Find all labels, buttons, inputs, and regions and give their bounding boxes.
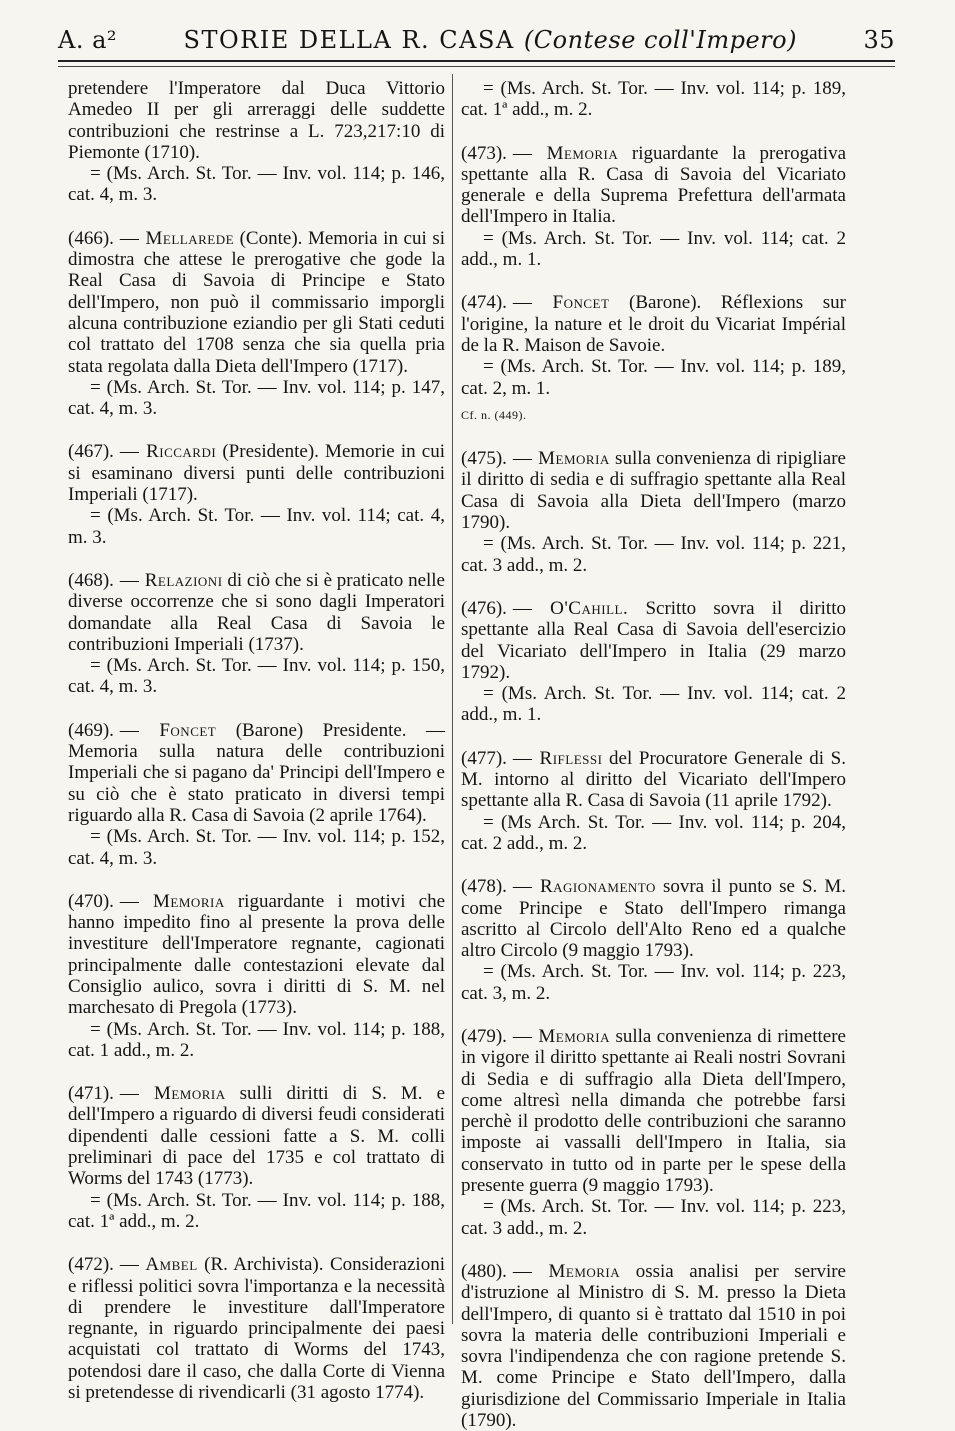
entry-text: (Conte). Memoria in cui si dimostra che attese le prerogative che gode la Real Casa di Savoia di Principe e Stato dell'Impero, non può il commissario imporgli alcuna contribuzione eziandio per gli Stati ceduti col trattato del 1708 senza che sia quella pria stata regolata dalla Dieta dell'Impero (1717). — [68, 227, 445, 377]
entry-text: sulla convenienza di ripigliare il diritto di sedia e di suffragio spettante alla Real Casa di Savoia alla Dieta dell'Impero (marzo 1790). — [461, 448, 846, 534]
catalog-entry — [461, 143, 846, 271]
entry-text: sulla convenienza di rimettere in vigore il diritto spettante ai Reali nostri Sovrani di Sedia e di suffragio alla Dieta dell'Impero, come altresì nella dimanda che potrebbe farsi perchè il prodotto delle contribuzioni che saranno imposte ai vassalli dell'Impero in Italia, sia conservato in tutto od in parte per le spese della presente guerra (9 maggio 1793). — [461, 1025, 846, 1197]
entry-number: (470). — [68, 890, 114, 912]
entry-author: — Memoria — [512, 448, 610, 470]
header-signature: A. a² — [58, 26, 118, 54]
entry-author: — Relazioni — [119, 569, 223, 591]
archive-reference: = (Ms. Arch. St. Tor. — Inv. vol. 114; p. 223, cat. 3 add., m. 2. — [461, 1196, 846, 1239]
entry-text: di ciò che si è praticato nelle diverse occorrenze che si sono dagli Imperatori domandate alla Real Casa di Savoia le contribuzioni Imperiali (1737). — [68, 569, 445, 655]
entry-number: (466). — [68, 227, 114, 249]
entry-author: — Memoria — [512, 1260, 621, 1282]
archive-reference: = (Ms Arch. St. Tor. — Inv. vol. 114; p. 204, cat. 2 add., m. 2. — [461, 811, 846, 854]
archive-reference: = (Ms. Arch. St. Tor. — Inv. vol. 114; p. 188, cat. 1 add., m. 2. — [68, 1018, 445, 1061]
continuation-entry — [68, 78, 445, 206]
entry-text: (Barone) Presidente. — Memoria sulla natura delle contribuzioni Imperiali che si pagano da' Principi dell'Impero e su ciò che è stato praticato in diversi tempi riguardo alla R. Casa di Savoia (2 aprile 1764). — [68, 719, 445, 826]
archive-reference: = (Ms. Arch. St. Tor. — Inv. vol. 114; p. 150, cat. 4, m. 3. — [68, 655, 445, 698]
header-subtitle: (Contese coll'Impero) — [523, 26, 797, 54]
archive-reference: = (Ms. Arch. St. Tor. — Inv. vol. 114; p. 152, cat. 4, m. 3. — [68, 826, 445, 869]
left-column — [68, 78, 446, 1404]
entry-number: (478). — [461, 876, 507, 898]
entry-number: (480). — [461, 1260, 507, 1282]
entry-author: — Mellarede — [119, 227, 235, 249]
page-number: 35 — [863, 26, 895, 54]
entry-text: pretendere l'Imperatore dal Duca Vittorio Amedeo II per gli arreraggi delle suddette contribuzioni che restrinse a L. 723,217:10 di Piemonte (1710). — [68, 78, 445, 163]
catalog-entry — [461, 448, 846, 576]
entry-author: — Riflessi — [512, 747, 603, 769]
column-divider — [452, 74, 453, 1324]
right-entry-list — [461, 143, 846, 1431]
entry-number: (467). — [68, 441, 114, 463]
entry-number: (476). — [461, 597, 507, 619]
entry-author: — Ragionamento — [512, 876, 656, 898]
entry-number: (469). — [68, 719, 114, 741]
catalog-entry — [461, 1026, 846, 1239]
entry-author: — O'Cahill. — [512, 597, 629, 619]
entry-text: (R. Archivista). Considerazioni e riflessi politici sovra l'importanza e la necessità di prendere le investiture dall'Imperatore regnante, in riguardo principalmente dei paesi acquistati col trattato di Worms del 1743, potendosi dare il caso, che dalla Corte di Vienna si pretendesse di rivendicarli (31 agosto 1774). — [68, 1254, 445, 1404]
catalog-entry — [68, 1083, 445, 1232]
right-column — [461, 78, 847, 1431]
archive-reference: = (Ms. Arch. St. Tor. — Inv. vol. 114; cat. 2 add., m. 1. — [461, 227, 846, 271]
archive-reference: = (Ms. Arch. St. Tor. — Inv. vol. 114; cat. 2 add., m. 1. — [461, 683, 846, 726]
entry-number: (475). — [461, 448, 507, 470]
archive-reference: = (Ms. Arch. St. Tor. — Inv. vol. 114; p. 189, cat. 2, m. 1. — [461, 356, 846, 399]
archive-reference: = (Ms. Arch. St. Tor. — Inv. vol. 114; p. 146, cat. 4, m. 3. — [68, 163, 445, 206]
entry-text: ossia analisi per servire d'istruzione al Ministro di S. M. presso la Dieta dell'Impero, di quanto si è trattato dal 1510 in poi sovra la materia delle contribuzioni Imperiali e sovra l'indipendenza che con ragione pretende S. M. come Principe e Stato dell'Impero, dalla giurisdizione del Commissario Imperiale in Italia (1790). — [461, 1260, 846, 1431]
catalog-entry — [68, 228, 445, 420]
continuation-entry — [461, 78, 846, 121]
catalog-entry — [461, 748, 846, 854]
entry-text: sovra il punto se S. M. come Principe e Stato dell'Impero rimanga ascritto al Circolo dell'Alto Reno ed a qualche altro Circolo (9 maggio 1793). — [461, 876, 846, 962]
catalog-entry — [68, 720, 445, 869]
entry-number: (468). — [68, 569, 114, 591]
catalog-entry — [68, 441, 445, 547]
entry-text: sulli diritti di S. M. e dell'Impero a riguardo di diversi feudi considerati dipendenti dalle cessioni fatte a S. M. colli preliminari di pace del 1735 e col trattato di Worms del 1743 (1773). — [68, 1083, 446, 1190]
entry-author: — Foncet — [119, 719, 217, 741]
entry-author: — Memoria — [119, 890, 225, 912]
archive-reference: = (Ms. Arch. St. Tor. — Inv. vol. 114; p. 189, cat. 1ª add., m. 2. — [461, 78, 846, 121]
entry-text: (Barone). Réflexions sur l'origine, la nature et le droit du Vicariat Impérial de la R. Maison de Savoie. — [461, 292, 846, 356]
catalog-entry — [461, 598, 846, 726]
catalog-entry — [461, 292, 846, 426]
entry-author: — Memoria — [512, 142, 619, 164]
entry-number: (472). — [68, 1254, 114, 1276]
entry-author: — Memoria — [512, 1025, 611, 1047]
running-header — [58, 20, 895, 60]
archive-reference: = (Ms. Arch. St. Tor. — Inv. vol. 114; cat. 4, m. 3. — [68, 505, 445, 548]
catalog-entry — [461, 1261, 846, 1431]
entry-author: — Foncet — [512, 292, 610, 314]
archive-reference: = (Ms. Arch. St. Tor. — Inv. vol. 114; p. 223, cat. 3, m. 2. — [461, 961, 846, 1004]
header-title-group — [184, 26, 797, 54]
entry-text: Scritto sovra il diritto spettante alla Real Casa di Savoia dell'esercizio del Vicariato dell'Impero in Italia (29 marzo 1792). — [461, 597, 846, 683]
header-rule — [58, 60, 895, 62]
catalog-entry — [461, 876, 846, 1004]
catalog-entry — [68, 1254, 445, 1403]
entry-author: — Ambel — [119, 1254, 198, 1276]
entry-number: (473). — [461, 142, 507, 164]
entry-text: riguardante la prerogativa spettante alla R. Casa di Savoia del Vicariato generale e della Suprema Prefettura dell'armata dell'Impero in Italia. — [461, 142, 846, 228]
archive-reference: = (Ms. Arch. St. Tor. — Inv. vol. 114; p. 188, cat. 1ª add., m. 2. — [68, 1189, 445, 1232]
catalog-entry — [68, 891, 445, 1061]
header-title: STORIE DELLA R. CASA — [183, 26, 515, 54]
header-rule-thin — [58, 66, 895, 67]
entry-author: — Memoria — [119, 1083, 226, 1105]
cross-reference: Cf. n. (449). — [461, 407, 527, 422]
left-entry-list — [68, 228, 445, 1404]
entry-text: riguardante i motivi che hanno impedito fino al presente la prova delle investiture dell'Imperatore regnante, cagionati principalmente dalle contestazioni elevate dal Consiglio aulico, sovra i diritti di S. M. nel marchesato di Pregola (1773). — [68, 890, 446, 1019]
entry-author: — Riccardi — [119, 441, 217, 463]
entry-number: (477). — [461, 747, 507, 769]
entry-number: (479). — [461, 1025, 507, 1047]
catalog-entry — [68, 570, 445, 698]
archive-reference: = (Ms. Arch. St. Tor. — Inv. vol. 114; p. 147, cat. 4, m. 3. — [68, 376, 445, 420]
entry-number: (474). — [461, 292, 507, 314]
archive-reference: = (Ms. Arch. St. Tor. — Inv. vol. 114; p. 221, cat. 3 add., m. 2. — [461, 533, 846, 576]
entry-number: (471). — [68, 1083, 114, 1105]
entry-text: (Presidente). Memorie in cui si esaminano diversi punti delle contribuzioni Imperiali (1717). — [68, 441, 445, 506]
entry-text: del Procuratore Generale di S. M. intorno al diritto del Vicariato dell'Impero spettante alla R. Casa di Savoia (11 aprile 1792). — [461, 747, 847, 812]
